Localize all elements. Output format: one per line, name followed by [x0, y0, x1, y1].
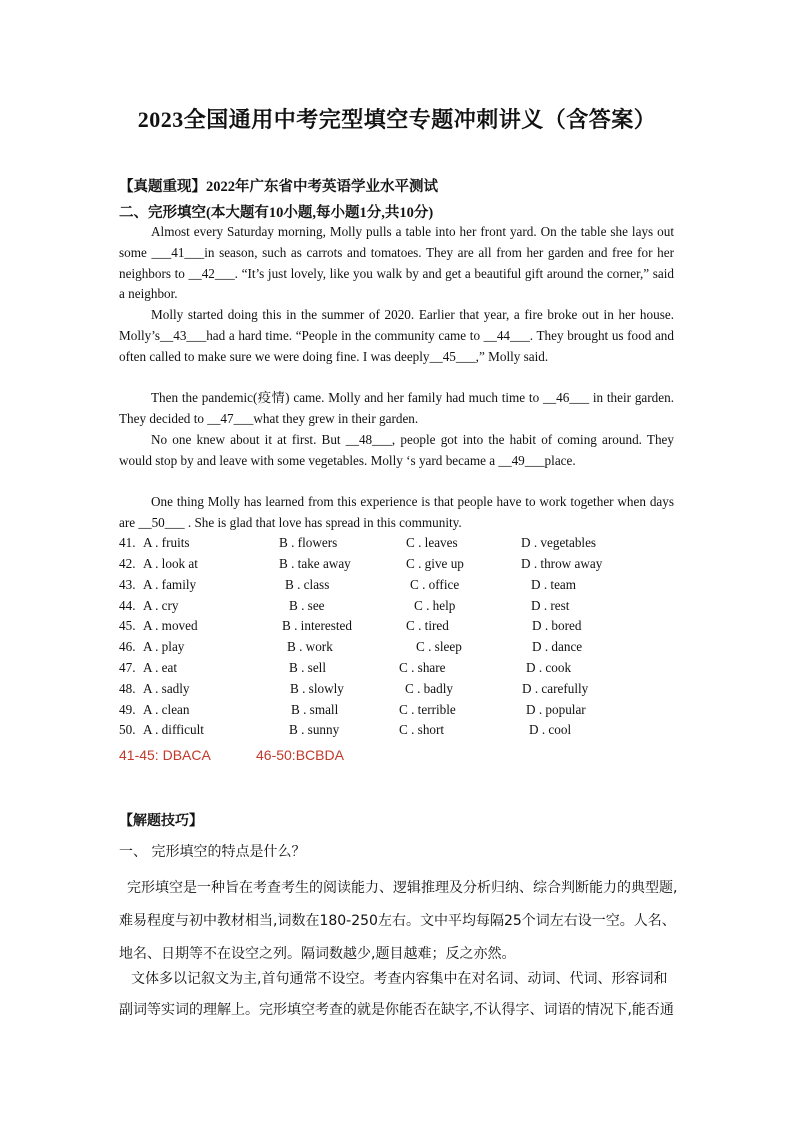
passage-paragraph-4: No one knew about it at first. But __48___, people got into the habit of coming around. They would stop by and leave with some vegetables. Molly ‘s yard became a __49___place. — [119, 432, 674, 468]
passage-paragraph-2: Molly started doing this in the summer of 2020. Earlier that year, a fire broke out in her house. Molly’s__43___had a hard time. “People in the community came to __44___. They brought us food and often called to make sure we were doing fine. I was deeply__45___,” Molly said. — [119, 307, 674, 364]
passage-paragraph-5: One thing Molly has learned from this experience is that people have to work together when days are __50___ . She is glad that love has spread in this community. — [119, 494, 674, 530]
document-page: 2023全国通用中考完型填空专题冲刺讲义（含答案） 【真题重现】2022年广东省中考英语学业水平测试 二、完形填空(本大题有10小题,每小题1分,共10分) Almost every Saturday morning, Molly pulls a table into her front yard. On the table she lays out some ___41___in season, such as carrots and tomatoes. They are all from her garden and free for her neighbors to __42___. “It’s just lovely, like you walk by and get a beautiful gift around the corner,” said a neighbor. Molly started doing this in the summer of 2020. Earlier that year, a fire broke out in her house. Molly’s__43___had a hard time. “People in the community came to __44___. They brought us food and often called to make sure we were doing fine. I was deeply__45___,” Molly said. Then the pandemic(疫情) came. Molly and her family had much time to __46___ in their garden. They decided to __47___what they grew in their garden. No one knew about it at first. But __48___, people got into the habit of coming around. They would stop by and leave with some vegetables. Molly ‘s yard became a __49___place. One thing Molly has learned from this experience is that people have to work together when days are __50___ . She is glad that love has spread in this community. 41. A . fruits B . flowers C . leaves D . vegetables 42. A . look at B . take away C . give up D . throw away 43. A . family B . class C . office D . team 44. A . cry B . see C . help D . rest 45. A . moved B . interested C . tired D . bored 46. A . play B . work C . sleep D . dance 47. A . eat B . sell C . share D . cook 48. A . sadly B . slowly C . badly D . carefully 49. A . clean B . small C . terrible D . popular 50. A . difficult B . sunny C . short D . cool 41-45: DBACA 46-50:BCBDA 【解题技巧】 一、 完形填空的特点是什么？ 完形填空是一种旨在考查考生的阅读能力、逻辑推理及分析归纳、综合判断能力的典型题,难易程度与初中教材相当,词数在180-250左右。文中平均每隔25个词左右设一空。人名、地名、日期等不在设空之列。隔词数越少,题目越难；反之亦然。 文体多以记叙文为主,首句通常不设空。考查内容集中在对名词、动词、代词、形容词和副词等实词的理解上。完形填空考查的就是你能否在缺字,不认得字、词语的情况下,能否通 — [0, 0, 794, 1123]
passage-paragraph-3: Then the pandemic(疫情) came. Molly and her family had much time to __46___ in their garden. They decided to __47___what they grew in their garden. — [119, 390, 674, 426]
passage-paragraph-1: Almost every Saturday morning, Molly pulls a table into her front yard. On the table she lays out some ___41___in season, such as carrots and tomatoes. They are all from her garden and free for her neighbors to __42___. “It’s just lovely, like you walk by and get a beautiful gift around the corner,” said a neighbor. — [119, 224, 674, 302]
section-heading: 【真题重现】2022年广东省中考英语学业水平测试 — [119, 179, 438, 195]
section-subheading: 二、完形填空(本大题有10小题,每小题1分,共10分) — [119, 205, 434, 221]
answer-key-46-50: 46-50:BCBDA — [256, 747, 344, 763]
tips-question: 一、 完形填空的特点是什么？ — [119, 844, 306, 860]
tips-heading: 【解题技巧】 — [119, 813, 203, 829]
answer-key-41-45: 41-45: DBACA — [119, 747, 211, 763]
tips-paragraph-1: 完形填空是一种旨在考查考生的阅读能力、逻辑推理及分析归纳、综合判断能力的典型题,难易程度与初中教材相当,词数在180-250左右。文中平均每隔25个词左右设一空。人名、地名、日期等不在设空之列。隔词数越少,题目越难；反之亦然。 — [119, 880, 678, 962]
tips-paragraph-2: 文体多以记叙文为主,首句通常不设空。考查内容集中在对名词、动词、代词、形容词和副词等实词的理解上。完形填空考查的就是你能否在缺字,不认得字、词语的情况下,能否通 — [119, 971, 674, 1018]
document-title: 2023全国通用中考完型填空专题冲刺讲义（含答案） — [137, 107, 657, 132]
